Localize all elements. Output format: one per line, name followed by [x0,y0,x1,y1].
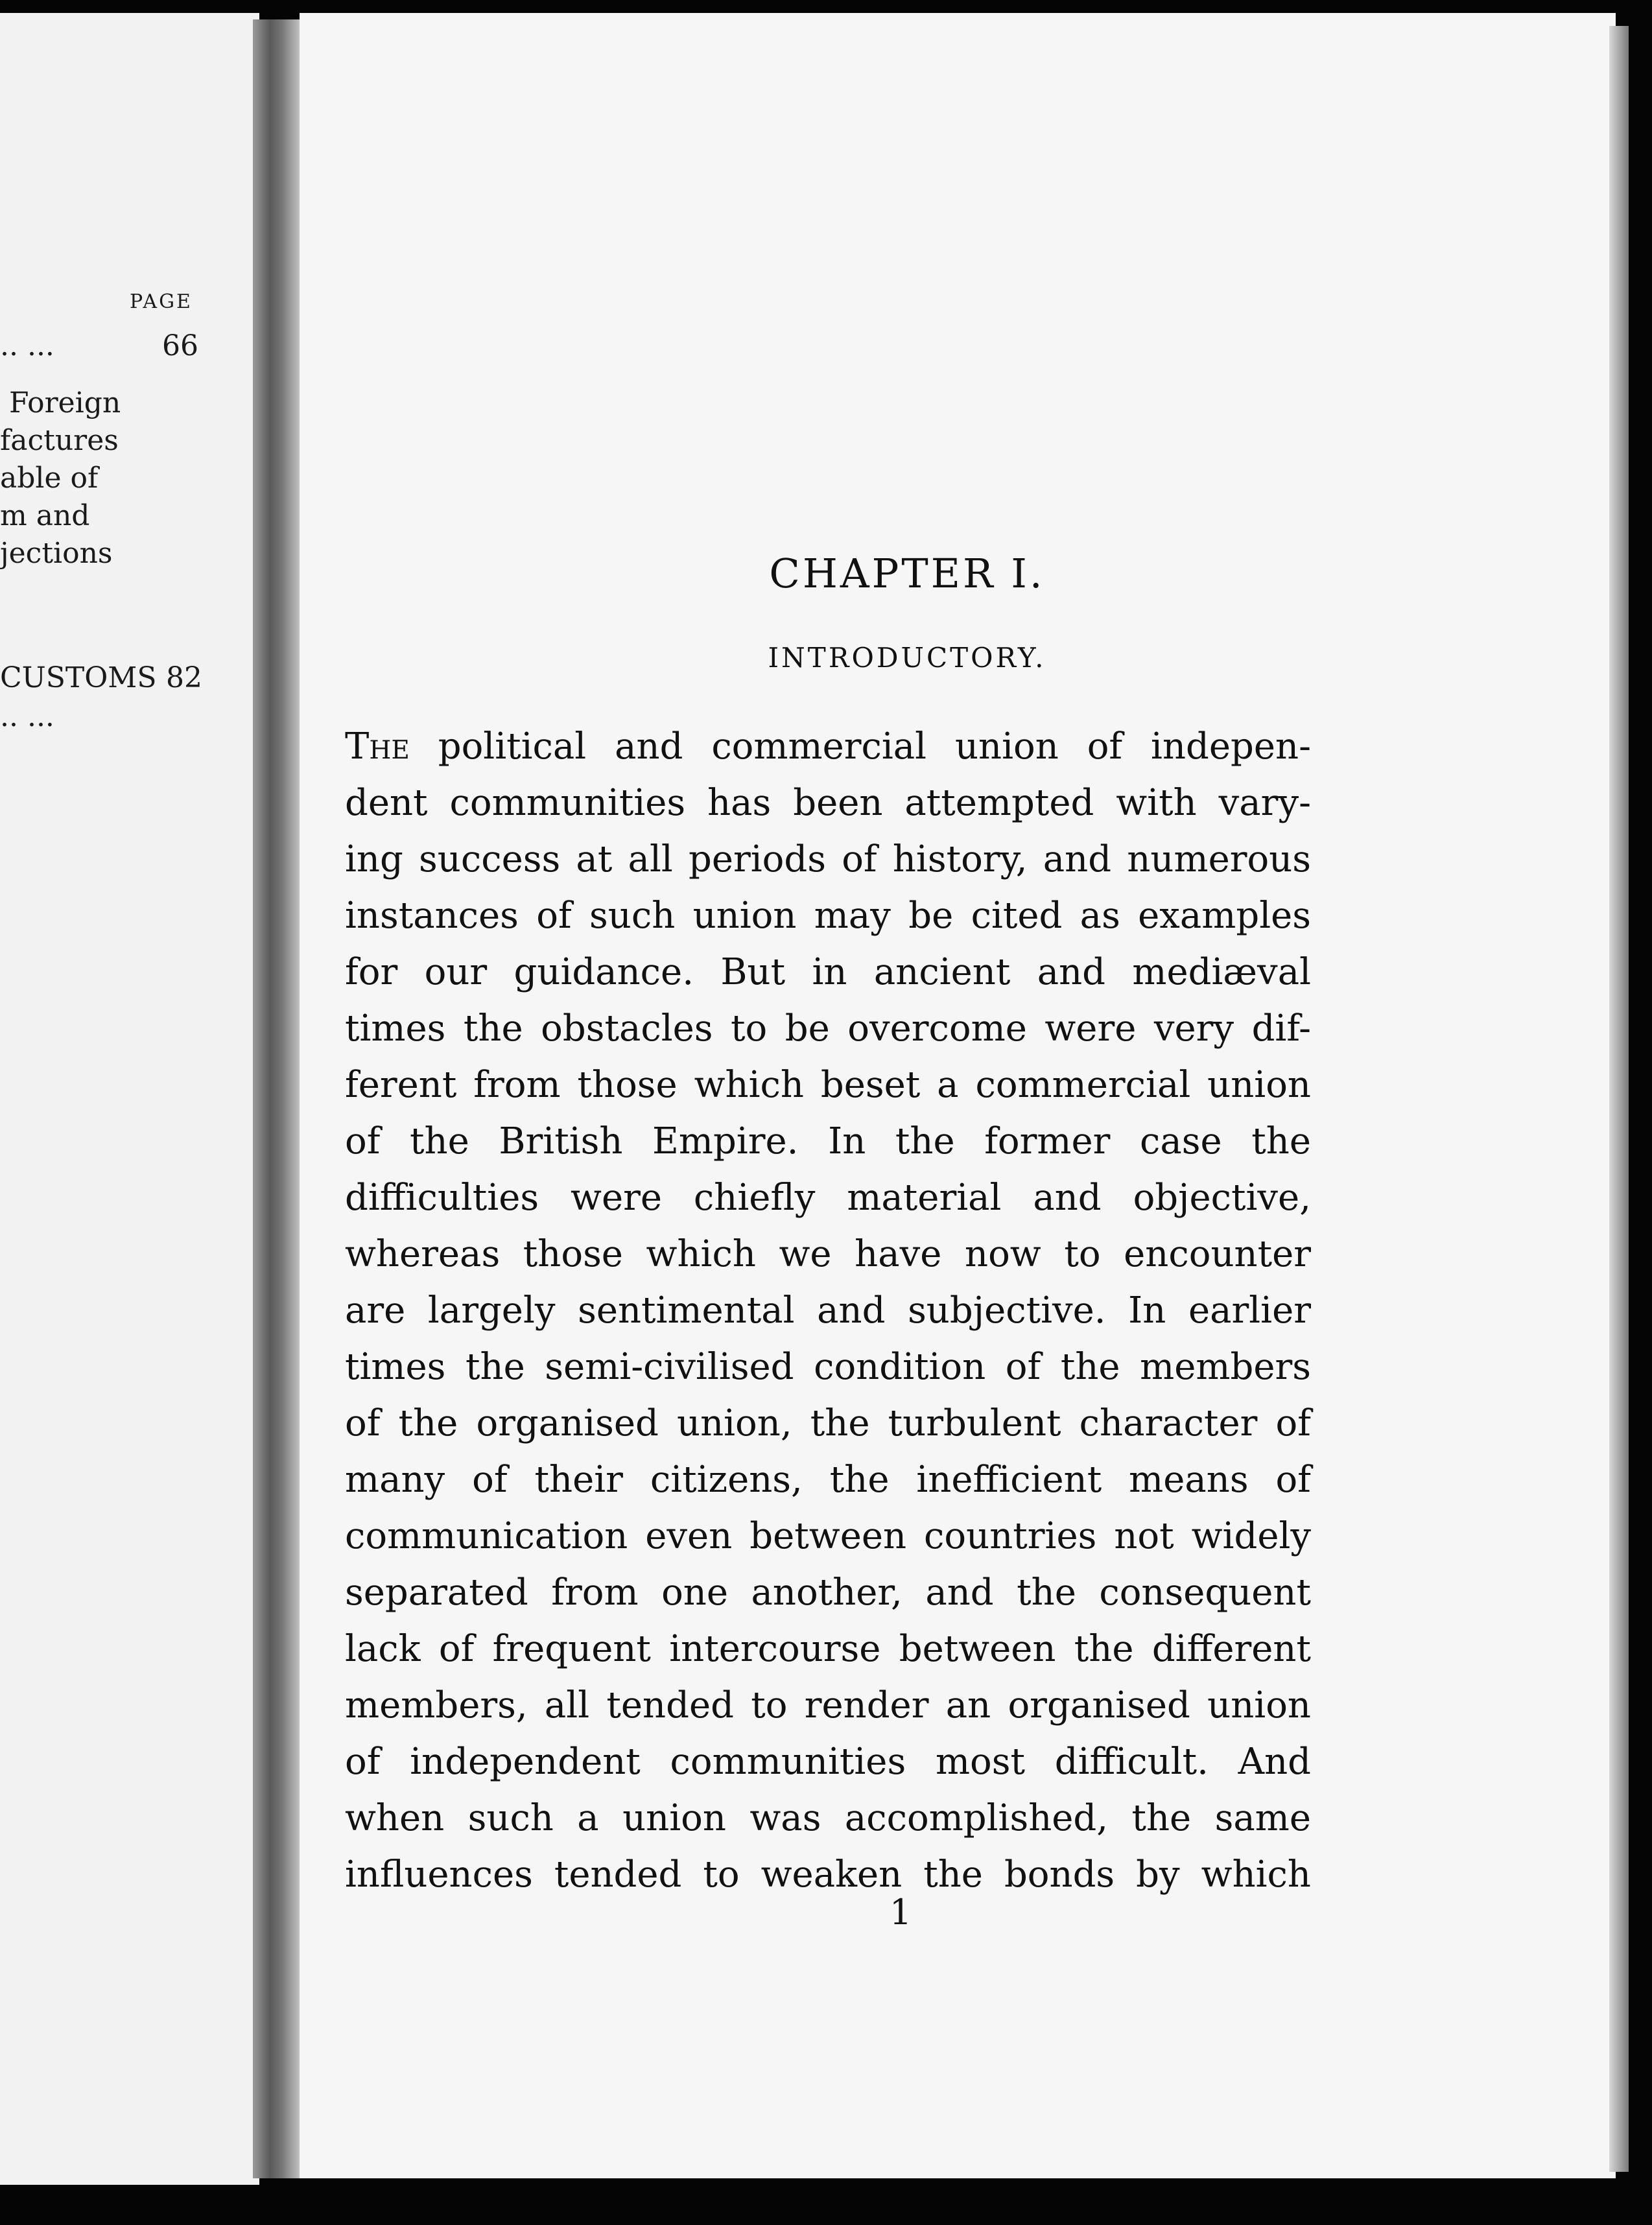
text-line: many of their citizens, the inefficient means of [345,1459,1311,1501]
toc-entry-2: Foreign [9,386,121,419]
text-line: The political and commercial union of indepen- [345,725,1311,768]
text-line: lack of frequent intercourse between the different [345,1628,1311,1670]
text-line: times the obstacles to be overcome were very dif- [345,1007,1311,1050]
text-line: communication even between countries not widely [345,1515,1311,1557]
text-line: are largely sentimental and subjective. In earlier [345,1289,1311,1332]
page-number: 1 [889,1892,912,1933]
text-line: of the organised union, the turbulent character of [345,1402,1311,1444]
text-line: whereas those which we have now to encounter [345,1233,1311,1275]
text-line: when such a union was accomplished, the same [345,1797,1311,1839]
body-text [345,718,1311,1903]
text-line: members, all tended to render an organised union [345,1684,1311,1726]
text-line: for our guidance. But in ancient and mediæval [345,951,1311,993]
chapter-subtitle: INTRODUCTORY. [768,642,1046,674]
page-edge-shadow [1609,26,1629,2172]
toc-entry-customs: CUSTOMS [0,661,157,694]
toc-entry-4: able of [0,462,99,495]
toc-entry-3: factures [0,424,119,457]
toc-page-66: 66 [162,329,198,362]
toc-entry-5: m and [0,499,90,532]
text-line: separated from one another, and the consequent [345,1572,1311,1614]
first-word: The [345,725,410,768]
text-line: ferent from those which beset a commercial union [345,1064,1311,1106]
text-line: times the semi-civilised condition of the members [345,1346,1311,1388]
toc-page-82: 82 [166,661,202,694]
text-line: influences tended to weaken the bonds by which [345,1854,1311,1896]
book-gutter [253,19,301,2178]
text-line: ing success at all periods of history, and numerous [345,838,1311,880]
toc-entry-8: .. ... [0,700,54,733]
toc-entry-1: .. ... [0,329,54,362]
text-line: of the British Empire. In the former case the [345,1120,1311,1162]
text-line: of independent communities most difficult. And [345,1741,1311,1783]
text-line: difficulties were chiefly material and objective, [345,1177,1311,1219]
toc-entry-6: jections [0,537,113,570]
text-line: instances of such union may be cited as examples [345,895,1311,937]
toc-page-label: PAGE [130,290,193,313]
chapter-heading: CHAPTER I. [769,550,1045,597]
text-line: dent communities has been attempted with vary- [345,782,1311,824]
